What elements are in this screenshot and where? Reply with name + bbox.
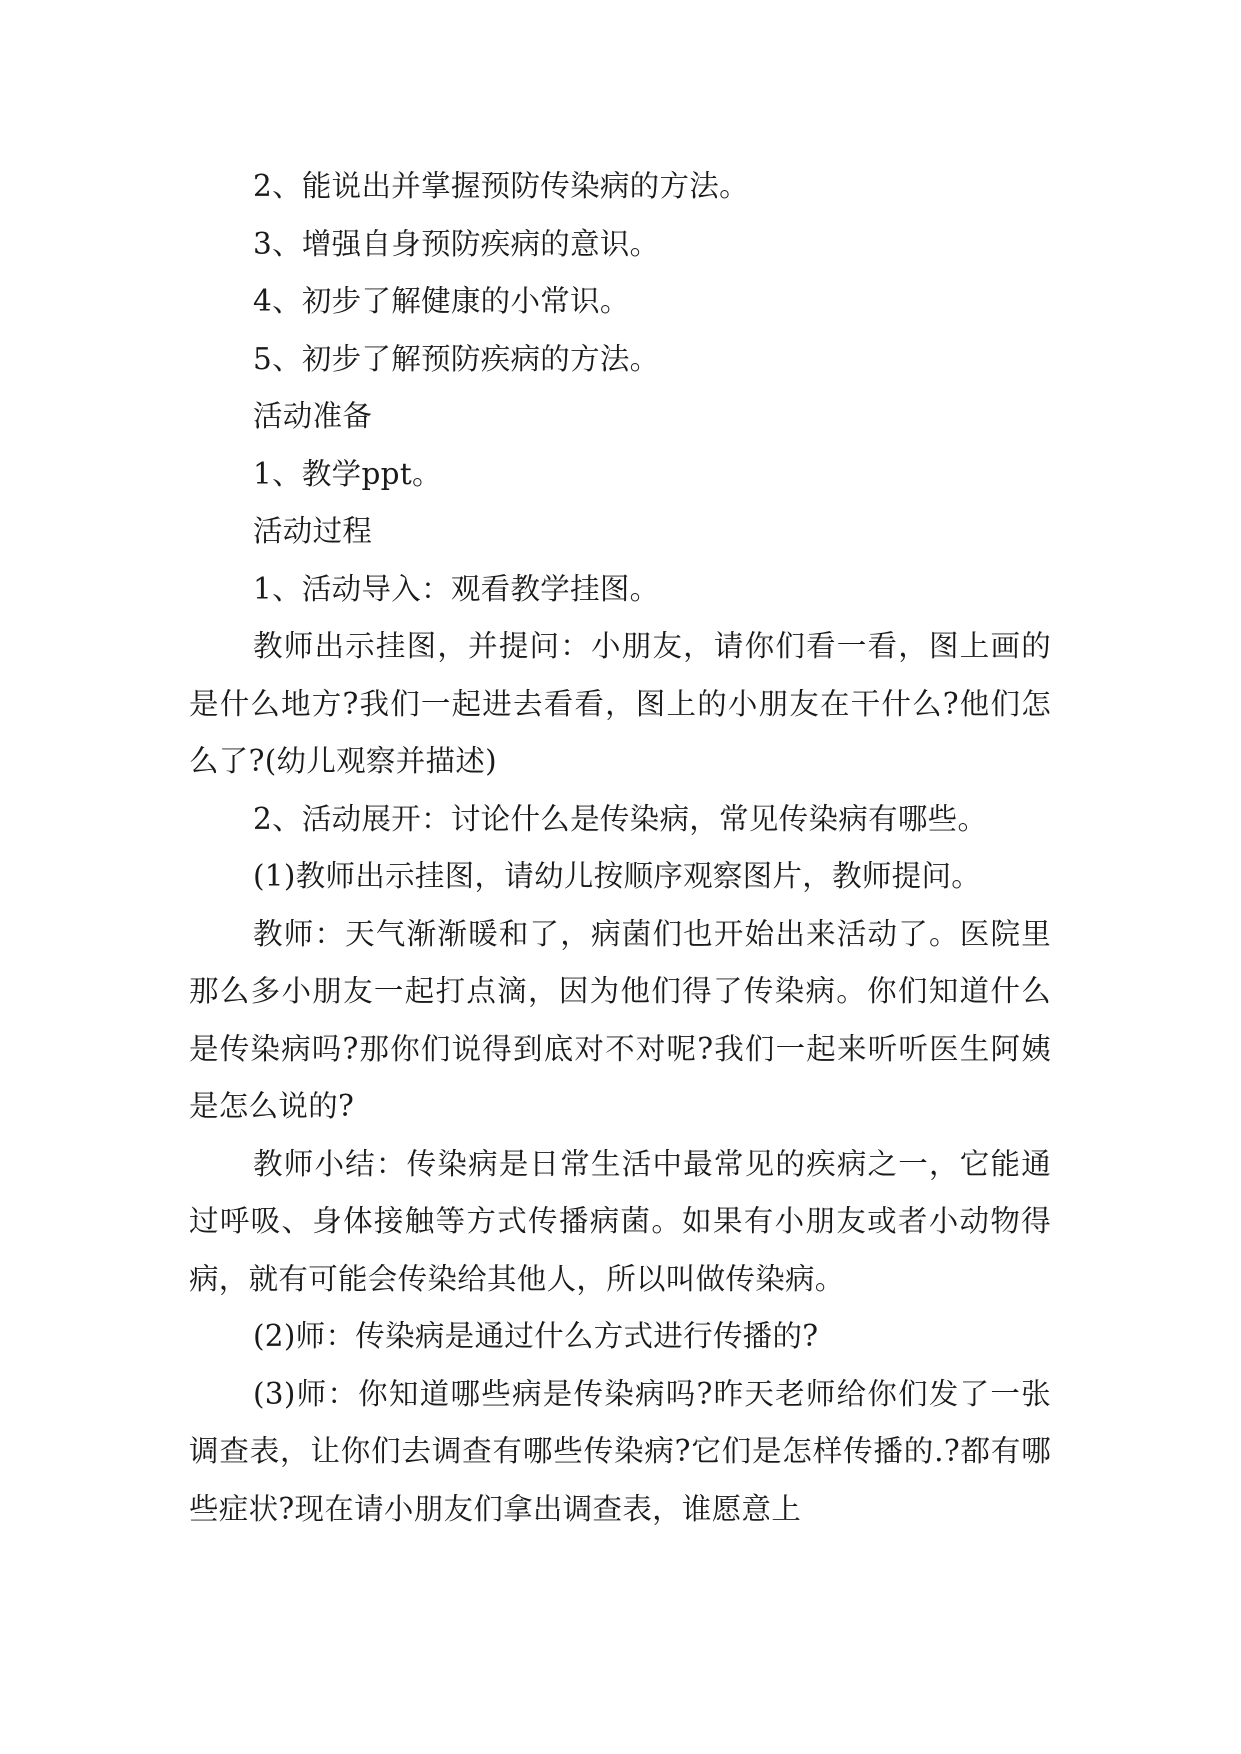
paragraph-teacher-speech: 教师：天气渐渐暖和了，病菌们也开始出来活动了。医院里那么多小朋友一起打点滴，因为他们得了传染病。你们知道什么是传染病吗?那你们说得到底对不对呢?我们一起来听听医生阿姨是怎么说的? xyxy=(189,916,1051,1123)
paragraph-objective-3: 3、增强自身预防疾病的意识。 xyxy=(253,226,660,261)
paragraph-teacher-question: 教师出示挂图，并提问：小朋友，请你们看一看，图上画的是什么地方?我们一起进去看看，图上的小朋友在干什么?他们怎么了?(幼儿观察并描述) xyxy=(189,629,1051,778)
paragraph-objective-2: 2、能说出并掌握预防传染病的方法。 xyxy=(253,169,749,203)
paragraph-objective-4: 4、初步了解健康的小常识。 xyxy=(253,284,630,318)
paragraph-step-1: (1)教师出示挂图，请幼儿按顺序观察图片，教师提问。 xyxy=(253,859,982,893)
section-heading-process: 活动过程 xyxy=(253,514,373,548)
paragraph-step-3: (3)师：你知道哪些病是传染病吗?昨天老师给你们发了一张调查表，让你们去调查有哪些传染病?它们是怎样传播的.?都有哪些症状?现在请小朋友们拿出调查表，谁愿意上 xyxy=(189,1376,1051,1526)
paragraph-step-2: (2)师：传染病是通过什么方式进行传播的? xyxy=(253,1319,819,1353)
paragraph-objective-5: 5、初步了解预防疾病的方法。 xyxy=(253,341,660,376)
paragraph-process-discussion: 2、活动展开：讨论什么是传染病，常见传染病有哪些。 xyxy=(253,801,988,836)
document-body xyxy=(189,158,1051,1538)
section-heading-preparation: 活动准备 xyxy=(253,399,373,433)
paragraph-preparation-1: 1、教学ppt。 xyxy=(253,456,442,491)
paragraph-teacher-summary: 教师小结：传染病是日常生活中最常见的疾病之一，它能通过呼吸、身体接触等方式传播病菌。如果有小朋友或者小动物得病，就有可能会传染给其他人，所以叫做传染病。 xyxy=(189,1146,1051,1296)
paragraph-process-intro: 1、活动导入：观看教学挂图。 xyxy=(253,571,660,606)
